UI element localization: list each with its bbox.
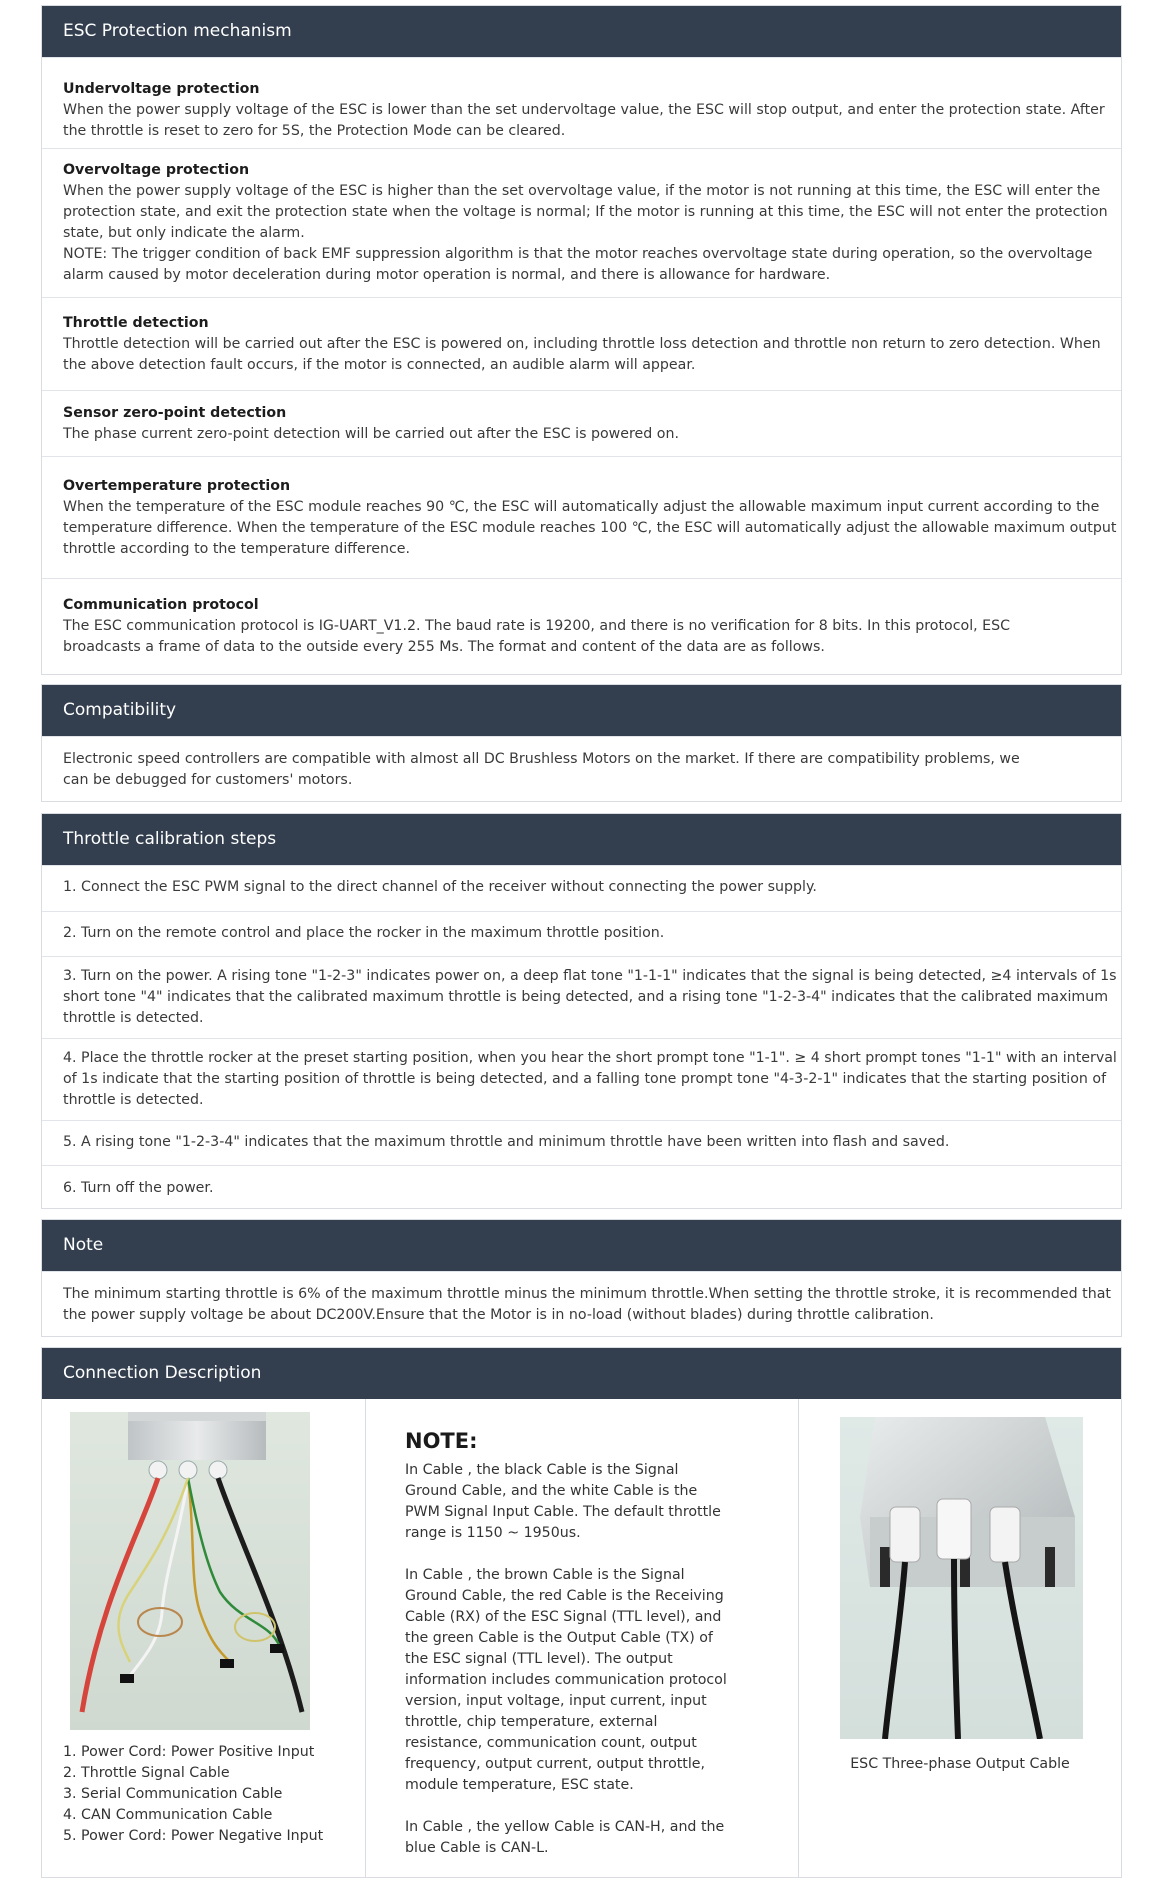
compatibility-row (42, 736, 1121, 802)
compatibility-header: Compatibility (42, 685, 1121, 736)
row-text: When the temperature of the ESC module reaches 90 ℃, the ESC will automatically adjust the allowable maximum input current according to the temperature difference. When the temperature of the ESC module reaches 100 ℃, the ESC will automatically adjust the allowable maximum output throttle according to the temperature difference. (63, 499, 1117, 557)
row-text: The ESC communication protocol is IG-UART_V1.2. The baud rate is 19200, and there is no verification for 8 bits. In this protocol, ESC broadcasts a frame of data to the outside every 255 Ms. The format and content of the data are as follows. (63, 618, 1011, 655)
step-text: 1. Connect the ESC PWM signal to the direct channel of the receiver without connecting the power supply. (63, 879, 817, 895)
connection-body (42, 1399, 1121, 1877)
legend-item: 5. Power Cord: Power Negative Input (63, 1828, 324, 1844)
protection-section (41, 5, 1122, 675)
note-text: The minimum starting throttle is 6% of the maximum throttle minus the minimum throttle.When setting the throttle stroke, it is recommended that the power supply voltage be about DC200V.Ensure that the Motor is in no-load (without blades) during throttle calibration. (63, 1286, 1111, 1323)
note-row (42, 1271, 1121, 1337)
protection-row-communication (42, 578, 1121, 674)
compatibility-text: Electronic speed controllers are compatible with almost all DC Brushless Motors on the market. If there are compatibility problems, we can be debugged for customers' motors. (63, 751, 1020, 788)
row-title: Communication protocol (63, 597, 259, 613)
row-title: Throttle detection (63, 315, 209, 331)
calibration-header: Throttle calibration steps (42, 814, 1121, 865)
step-text: 3. Turn on the power. A rising tone "1-2-3" indicates power on, a deep flat tone "1-1-1" indicates that the signal is being detected, ≥4 intervals of 1s short tone "4" indicates that the calibrated maximum throttle is being detected, and a rising tone "1-2-3-4" indicates that the calibrated maximum throttle is detected. (63, 968, 1117, 1026)
calibration-step (42, 911, 1121, 956)
connection-right-column (799, 1399, 1121, 1877)
row-text: When the power supply voltage of the ESC is higher than the set overvoltage value, if the motor is not running at this time, the ESC will enter the protection state, and exit the protection state when the voltage is normal; If the motor is running at this time, the ESC will not enter the protection state, but only indicate the alarm. NOTE: The trigger condition of back EMF suppression algorithm is that the motor reaches overvoltage state during operation, so the overvoltage alarm caused by motor deceleration during motor operation is normal, and there is allowance for hardware. (63, 183, 1108, 283)
esc-wiring-illustration (70, 1412, 310, 1730)
calibration-step (42, 865, 1121, 911)
note-paragraph: In Cable , the black Cable is the Signal Ground Cable, and the white Cable is the PWM Signal Input Cable. The default throttle range is 1150 ~ 1950us. (405, 1462, 721, 1541)
protection-row-overtemperature (42, 456, 1121, 578)
legend-item: 2. Throttle Signal Cable (63, 1765, 230, 1781)
row-title: Sensor zero-point detection (63, 405, 287, 421)
row-title: Overtemperature protection (63, 478, 291, 494)
esc-wiring-photo (70, 1412, 310, 1730)
esc-output-illustration (840, 1417, 1083, 1739)
row-text: The phase current zero-point detection will be carried out after the ESC is powered on. (63, 426, 679, 442)
calibration-step (42, 1165, 1121, 1210)
note-paragraph: In Cable , the yellow Cable is CAN-H, and the blue Cable is CAN-L. (405, 1819, 725, 1856)
row-text: When the power supply voltage of the ESC is lower than the set undervoltage value, the ESC will stop output, and enter the protection state. After the throttle is reset to zero for 5S, the Protection Mode can be cleared. (63, 102, 1105, 139)
row-title: Undervoltage protection (63, 81, 260, 97)
connection-left-column (42, 1399, 366, 1877)
step-text: 6. Turn off the power. (63, 1180, 214, 1196)
cable-legend-list (63, 1742, 323, 1847)
output-cable-caption: ESC Three-phase Output Cable (850, 1756, 1070, 1772)
legend-item: 1. Power Cord: Power Positive Input (63, 1744, 315, 1760)
connection-header: Connection Description (42, 1348, 1121, 1399)
row-title: Overvoltage protection (63, 162, 250, 178)
legend-item: 3. Serial Communication Cable (63, 1786, 283, 1802)
connection-section (41, 1347, 1122, 1878)
protection-row-throttle (42, 297, 1121, 390)
protection-row-undervoltage (42, 57, 1121, 148)
connection-note-column (366, 1399, 799, 1877)
note-paragraph: In Cable , the brown Cable is the Signal Ground Cable, the red Cable is the Receiving Cable (RX) of the ESC Signal (TTL level), and the green Cable is the Output Cable (TX) of the ESC signal (TTL level). The output information includes communication protocol version, input voltage, input current, input throttle, chip temperature, external resistance, communication count, output frequency, output current, output throttle, module temperature, ESC state. (405, 1567, 727, 1793)
esc-output-cable-photo (840, 1417, 1083, 1739)
protection-row-overvoltage (42, 148, 1121, 297)
legend-item: 4. CAN Communication Cable (63, 1807, 273, 1823)
connection-note-text (405, 1460, 731, 1880)
compatibility-section (41, 684, 1122, 802)
step-text: 4. Place the throttle rocker at the preset starting position, when you hear the short prompt tone "1-1". ≥ 4 short prompt tones "1-1" with an interval of 1s indicate that the starting position of throttle is being detected, and a falling tone prompt tone "4-3-2-1" indicates that the starting position of throttle is detected. (63, 1050, 1117, 1108)
calibration-step (42, 1038, 1121, 1120)
protection-row-sensor-zero (42, 390, 1121, 456)
calibration-step (42, 1120, 1121, 1165)
note-section (41, 1219, 1122, 1337)
connection-note-title: NOTE: (405, 1429, 478, 1453)
note-header: Note (42, 1220, 1121, 1271)
step-text: 5. A rising tone "1-2-3-4" indicates that the maximum throttle and minimum throttle have been written into flash and saved. (63, 1134, 950, 1150)
protection-header: ESC Protection mechanism (42, 6, 1121, 57)
calibration-section (41, 813, 1122, 1209)
step-text: 2. Turn on the remote control and place the rocker in the maximum throttle position. (63, 925, 665, 941)
calibration-step (42, 956, 1121, 1038)
row-text: Throttle detection will be carried out after the ESC is powered on, including throttle loss detection and throttle non return to zero detection. When the above detection fault occurs, if the motor is connected, an audible alarm will appear. (63, 336, 1101, 373)
